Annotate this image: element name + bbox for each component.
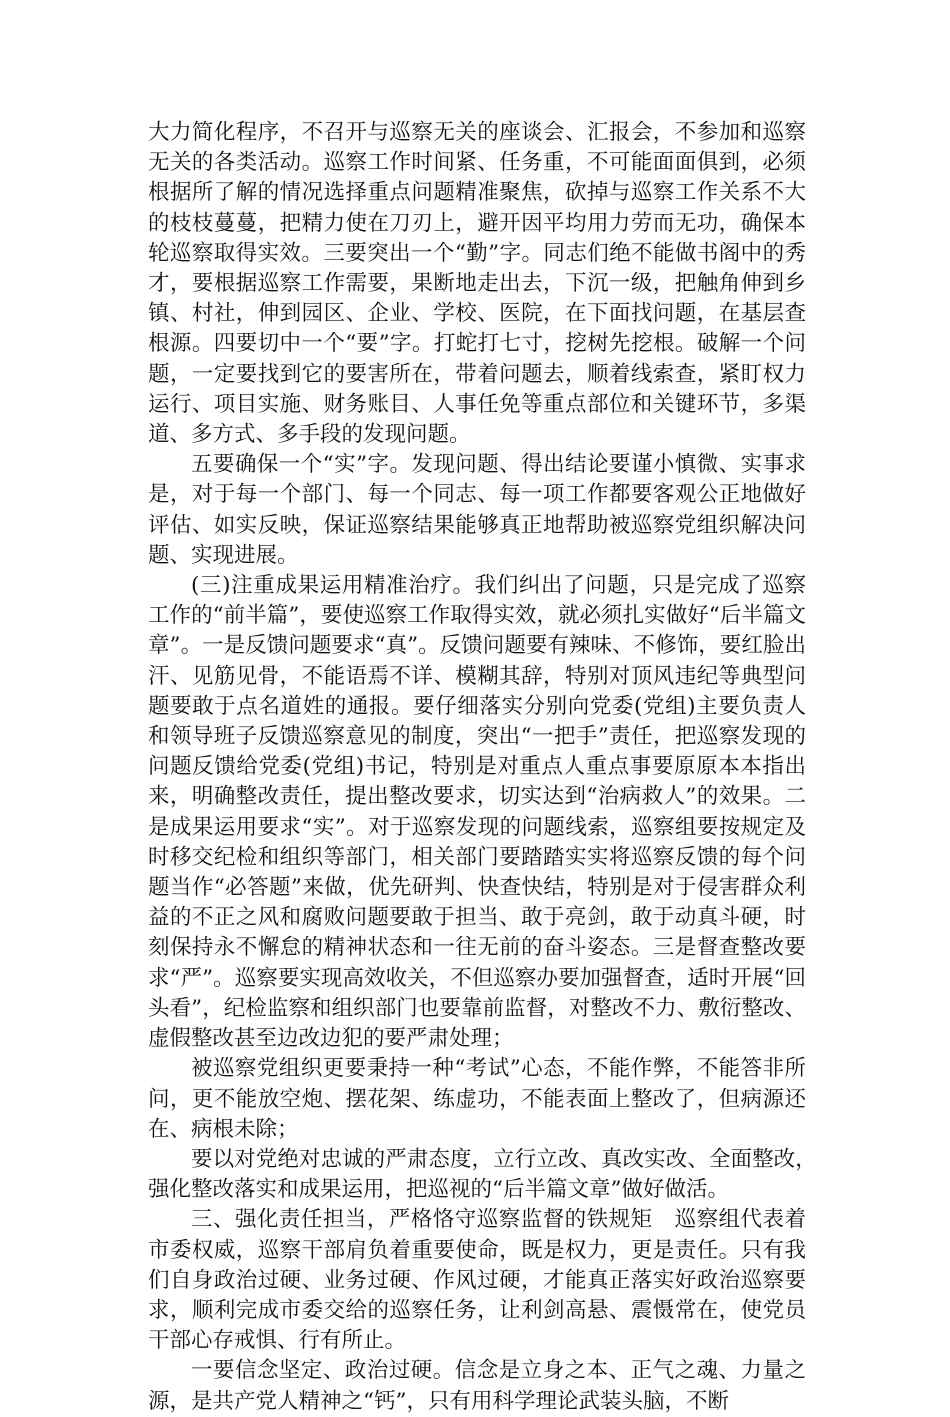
paragraph-4: 被巡察党组织更要秉持一种“考试”心态，不能作弊，不能答非所问，更不能放空炮、摆花架、练虚功，不能表面上整改了，但病源还在、病根未除；: [148, 1056, 806, 1142]
paragraph-1: 大力简化程序，不召开与巡察无关的座谈会、汇报会，不参加和巡察无关的各类活动。巡察工作时间紧、任务重，不可能面面俱到，必须根据所了解的情况选择重点问题精准聚焦，砍掉与巡察工作关系不大的枝枝蔓蔓，把精力使在刀刃上，避开因平均用力劳而无功，确保本轮巡察取得实效。三要突出一个“勤”字。同志们绝不能做书阁中的秀才，要根据巡察工作需要，果断地走出去，下沉一级，把触角伸到乡镇、村社，伸到园区、企业、学校、医院，在下面找问题，在基层查根源。四要切中一个“要”字。打蛇打七寸，挖树先挖根。破解一个问题，一定要找到它的要害所在，带着问题去，顺着线索查，紧盯权力运行、项目实施、财务账目、人事任免等重点部位和关键环节，多渠道、多方式、多手段的发现问题。: [148, 120, 806, 448]
paragraph-5: 要以对党绝对忠诚的严肃态度，立行立改、真改实改、全面整改， 强化整改落实和成果运用，把巡视的“后半篇文章”做好做活。: [148, 1146, 828, 1203]
paragraph-3: (三)注重成果运用精准治疗。我们纠出了问题，只是完成了巡察工作的“前半篇”，要使巡察工作取得实效，就必须扎实做好“后半篇文章”。一是反馈问题要求“真”。反馈问题要有辣味、不修饰，要红脸出汗、见筋见骨，不能语焉不详、模糊其辞，特别对顶风违纪等典型问题要敢于点名道姓的通报。要仔细落实分别向党委(党组)主要负责人和领导班子反馈巡察意见的制度，突出“一把手”责任，把巡察发现的问题反馈给党委(党组)书记，特别是对重点人重点事要原原本本指出来，明确整改责任，提出整改要求，切实达到“治病救人”的效果。二是成果运用要求“实”。对于巡察发现的问题线索，巡察组要按规定及时移交纪检和组织等部门，相关部门要踏踏实实将巡察反馈的每个问题当作“必答题”来做，优先研判、快查快结，特别是对于侵害群众利益的不正之风和腐败问题要敢于担当、敢于亮剑，敢于动真斗硬，时刻保持永不懈怠的精神状态和一往无前的奋斗姿态。三是督查整改要求“严”。巡察要实现高效收关，不但巡察办要加强督查，适时开展“回头看”，纪检监察和组织部门也要靠前监督，对整改不力、敷衍整改、虚假整改甚至边改边犯的要严肃处理；: [148, 573, 806, 1052]
paragraph-6: 三、强化责任担当，严格恪守巡察监督的铁规矩 巡察组代表着市委权威，巡察干部肩负着重要使命，既是权力，更是责任。只有我们自身政治过硬、业务过硬、作风过硬，才能真正落实好政治巡察要求，顺利完成市委交给的巡察任务，让利剑高悬、震慑常在，使党员干部心存戒惧、行有所止。: [148, 1207, 806, 1354]
paragraph-7: 一要信念坚定、政治过硬。信念是立身之本、正气之魂、力量之源，是共产党人精神之“钙”，只有用科学理论武装头脑，不断: [148, 1358, 806, 1414]
paragraph-2: 五要确保一个“实”字。发现问题、得出结论要谨小慎微、实事求是，对于每一个部门、每一个同志、每一项工作都要客观公正地做好评估、如实反映，保证巡察结果能够真正地帮助被巡察党组织解决问题、实现进展。: [148, 452, 806, 568]
document-page: [148, 118, 828, 1417]
